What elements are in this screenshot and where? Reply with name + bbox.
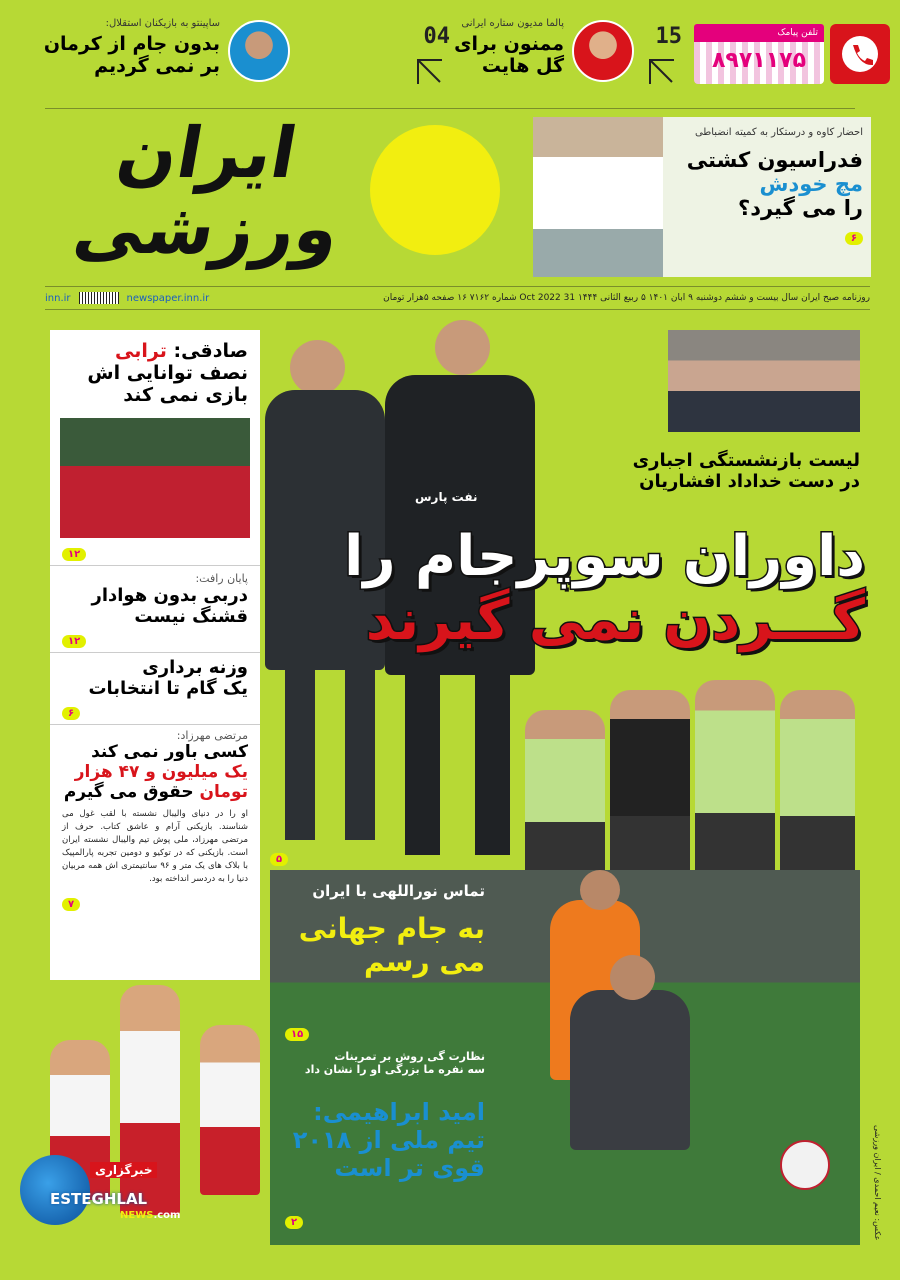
sadeghi-title2: بازی نمی کند <box>123 384 248 406</box>
sms-number: ۸۹۷۱۱۷۵ <box>712 48 806 73</box>
main-headline[interactable] <box>265 525 865 653</box>
newspaper-link[interactable]: newspaper.inn.ir <box>126 292 210 304</box>
derby-page-badge[interactable]: ۱۲ <box>62 635 86 648</box>
teaser-left-title1: بدون جام از کرمان <box>43 33 220 55</box>
omid-title1: امید ابراهیمی: <box>313 1098 485 1126</box>
weightlifting-page-badge[interactable]: ۶ <box>62 707 80 720</box>
nourollahi-kicker: تماس نوراللهی با ایران <box>312 882 485 900</box>
omid-title3: قوی تر است <box>334 1154 485 1182</box>
nezarat-line2: سه نفره ما بزرگی او را نشان داد <box>304 1063 485 1076</box>
wrestling-title1: فدراسیون کشتی <box>686 148 863 172</box>
corner-arrow-icon <box>414 56 444 86</box>
wrestling-page-badge[interactable]: ۶ <box>845 232 863 245</box>
barcode-icon <box>79 292 119 304</box>
sms-number-box <box>694 24 824 84</box>
mehrzad-title1: کسی باور نمی کند <box>91 742 248 762</box>
corner-arrow-icon <box>646 56 676 86</box>
sponsor-logo: نفت پارس <box>415 490 478 504</box>
watermark-text4: .com <box>153 1210 181 1221</box>
derby-title1: دربی بدون هوادار <box>91 585 248 606</box>
phone-icon <box>830 24 890 84</box>
teaser-mid-title1: ممنون برای <box>454 33 564 55</box>
watermark-text3: NEWS <box>120 1210 154 1221</box>
chairman-photo <box>668 330 860 432</box>
sadeghi-page-badge[interactable]: ۱۲ <box>62 548 86 561</box>
website-link[interactable]: inn.ir <box>45 292 71 304</box>
dateline-bar <box>45 286 870 310</box>
nezarat-story[interactable] <box>275 1050 485 1076</box>
mehrzad-title3: حقوق می گیرم <box>63 782 194 802</box>
sadeghi-story[interactable] <box>50 330 260 406</box>
mehrzad-page-badge[interactable]: ۷ <box>62 898 80 911</box>
weightlifting-story[interactable] <box>50 652 260 699</box>
mehrzad-title2: یک میلیون و ۴۷ هزار <box>74 762 248 782</box>
logo-line2: ورزشی <box>67 188 347 270</box>
retirement-title2: در دست خداداد افشاریان <box>639 471 860 492</box>
derby-kicker: پایان رافت: <box>195 572 248 585</box>
nezarat-line1: نظارت گی روش بر تمرینات <box>334 1050 485 1063</box>
watermark-text1: خبرگزاری <box>90 1162 157 1178</box>
logo-line1: ایران <box>110 112 304 194</box>
main-headline-line1: داوران سوپرجام را <box>344 524 865 589</box>
derby-story[interactable] <box>50 565 260 627</box>
main-headline-line2: گـــردن نمی گیرند <box>365 588 865 653</box>
teaser-mid-title2: گل هایت <box>481 55 564 77</box>
teaser-mid-kicker: پالما مدیون ستاره ایرانی <box>461 18 564 29</box>
sms-label: تلفن پیامک <box>694 24 824 42</box>
omid-page-badge[interactable]: ۲ <box>285 1216 303 1229</box>
teaser-mid-page: 15 <box>655 24 682 49</box>
weightlifting-title1: وزنه برداری <box>142 657 248 678</box>
derby-title2: قشنگ نیست <box>134 606 248 627</box>
weightlifting-title2: یک گام تا انتخابات <box>88 678 248 699</box>
main-headline-page-badge[interactable]: ۵ <box>270 853 288 866</box>
nourollahi-title1: به جام جهانی <box>298 912 485 945</box>
wrestling-title2: مچ خودش <box>759 172 863 196</box>
mehrzad-story[interactable] <box>50 724 260 886</box>
wrestling-title3: را می گیرد؟ <box>738 196 863 220</box>
wrestling-kicker: احضار کاوه و درستکار به کمیته انضباطی <box>694 127 863 138</box>
mehrzad-title3-red: تومان <box>199 782 248 802</box>
dateline-text: روزنامه صبح ایران سال بیست و ششم دوشنبه ۹ آبان ۱۴۰۱ ۵ ربیع الثانی ۱۴۴۴ 31 Oct 2022 شماره ۷۱۶۲ ۱۶ صفحه ۵هزار تومان <box>383 293 870 303</box>
teaser-left-page: 04 <box>423 24 450 49</box>
sms-box <box>690 22 890 92</box>
sadeghi-photo <box>60 418 250 538</box>
retirement-title1: لیست بازنشستگی اجباری <box>632 450 860 471</box>
top-divider <box>45 108 855 109</box>
nourollahi-story[interactable] <box>275 882 485 978</box>
mehrzad-kicker: مرتضی مهرزاد: <box>176 729 248 742</box>
photo-credit: عکس: نعیم احمدی / ایران ورزشی <box>873 1124 882 1240</box>
national-team-photo <box>270 870 860 1245</box>
teaser-mid-photo <box>572 20 634 82</box>
mehrzad-body: او را در دنیای والیبال نشسته با لقب غول می شناسند. بازیکنی آرام و عاشق کتاب. حرف از مرتضی مهرزاد، ملی پوش تیم والیبال نشسته ایران است. بازیکنی که در توکیو و دومین تجربه پارالمپیک با بلاک های یک متر و ۹۶ سانتیمتری اش همه مربیان دنیا را به دردسر انداخته بود. <box>62 809 248 884</box>
wrestling-photo <box>533 117 663 277</box>
sadeghi-title1: نصف توانایی اش <box>87 362 248 384</box>
nourollahi-page-badge[interactable]: ۱۵ <box>285 1028 309 1041</box>
sadeghi-kicker-red: ترابی <box>115 340 167 362</box>
wrestling-box[interactable] <box>533 117 871 277</box>
referees-group-photo <box>515 670 860 870</box>
teaser-left-title2: بر نمی گردیم <box>94 55 220 77</box>
teaser-left-kicker: ساپینتو به بازیکنان استقلال: <box>105 18 220 29</box>
nourollahi-title2: می رسم <box>363 945 485 978</box>
logo <box>42 112 372 275</box>
teaser-left[interactable] <box>10 18 450 98</box>
watermark <box>20 1150 180 1250</box>
teaser-left-photo <box>228 20 290 82</box>
yellow-dot-logo <box>370 125 500 255</box>
sadeghi-kicker: صادقی: <box>173 340 248 362</box>
retirement-story[interactable] <box>560 450 860 492</box>
watermark-text2: ESTEGHLAL <box>50 1190 148 1208</box>
teaser-mid[interactable] <box>454 18 682 98</box>
sidebar <box>50 330 260 980</box>
omid-story[interactable] <box>275 1098 485 1182</box>
omid-title2: تیم ملی از ۲۰۱۸ <box>292 1126 485 1154</box>
